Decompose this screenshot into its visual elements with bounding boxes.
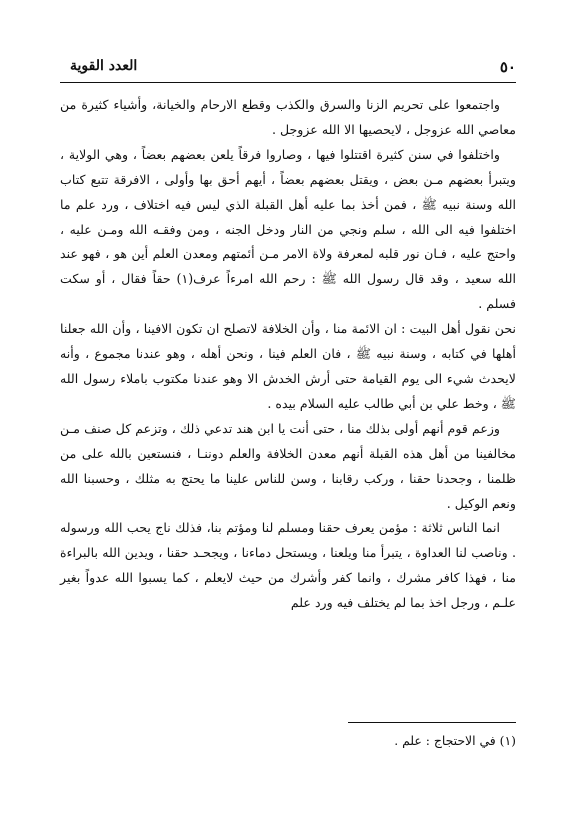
header-rule bbox=[60, 82, 516, 83]
footnote-rule bbox=[348, 722, 516, 723]
paragraph-agreement: واجتمعوا على تحريم الزنا والسرق والكذب وقطع الارحام والخيانة، وأشياء كثيرة من معاصي الله عزوجل ، لايحصيها الا الله عزوجل . bbox=[60, 97, 516, 137]
paragraph-disagreement: واختلفوا في سنن كثيرة اقتتلوا فيها ، وصاروا فرقاً يلعن بعضهم بعضاً ، وهي الولاية ، ويتبرأ بعضهم مـن بعض ، ويقتل بعضهم بعضاً ، أيهم أحق بها وأولى ، الافرقة تتبع كتاب الله وسنة نبيه ﷺ ، فمن أخذ بما عليه أهل القبلة الذي ليس فيه اختلاف ، ورد علم ما اختلفوا فيه الى الله ، سلم ونجي من النار ودخل الجنه ، ومن وفقـه الله ومـن عليه ، واحتج عليه ، فـان نور قلبه لمعرفة ولاة الامر مـن أئمتهم ومعدن العلم أين هو ، فهو عند الله سعيد ، وقد قال رسول الله ﷺ : رحم الله امرءاً عرف(١) حقاً فقال ، أو سكت فسلم . bbox=[60, 146, 516, 312]
footnote: (١) في الاحتجاج : علم . bbox=[394, 733, 516, 748]
main-text bbox=[60, 93, 516, 616]
page-header bbox=[70, 58, 516, 82]
page-number: ٥٠ bbox=[499, 58, 516, 76]
paragraph-claims: وزعم قوم أنهم أولى بذلك منا ، حتى أنت يا ابن هند تدعي ذلك ، وتزعم كل صنف مـن مخالفينا من أهل هذه القبلة أنهم معدن الخلافة والعلم دوننـا ، فنستعين بالله على من ظلمنا ، وجحدنا حقنا ، وركب رقابنا ، وسن للناس علينا ما يحتج به مثلك ، وحسبنا الله ونعم الوكيل . bbox=[60, 420, 516, 511]
running-title: العدد القوية bbox=[70, 58, 138, 74]
paragraph-three-kinds: انما الناس ثلاثة : مؤمن يعرف حقنا ومسلم لنا ومؤتم بنا، فذلك ناج يحب الله ورسوله . وناصب لنا العداوة ، يتبرأ منا ويلعنا ، ويستحل دماءنا ، ويجحـد حقنا ، ويدين الله بالبراءة منا ، فهذا كافر مشرك ، وانما كفر وأشرك من حيث لايعلم ، كما يسبوا الله عدواً بغير علـم ، ورجل اخذ بما لم يختلف فيه ورد علم bbox=[60, 520, 516, 611]
paragraph-ahl-al-bayt: نحن نقول أهل البيت : ان الائمة منا ، وأن الخلافة لاتصلح ان تكون الافينا ، وأن الله جعلنا أهلها في كتابه ، وسنة نبيه ﷺ ، فان العلم فينا ، ونحن أهله ، وهو عندنا مجموع ، وأنه لايحدث شيء الى يوم القيامة حتى أرش الخدش الا وهو عندنا مكتوب باملاء رسول الله ﷺ ، وخط علي بن أبي طالب عليه السلام بيده . bbox=[60, 321, 516, 411]
